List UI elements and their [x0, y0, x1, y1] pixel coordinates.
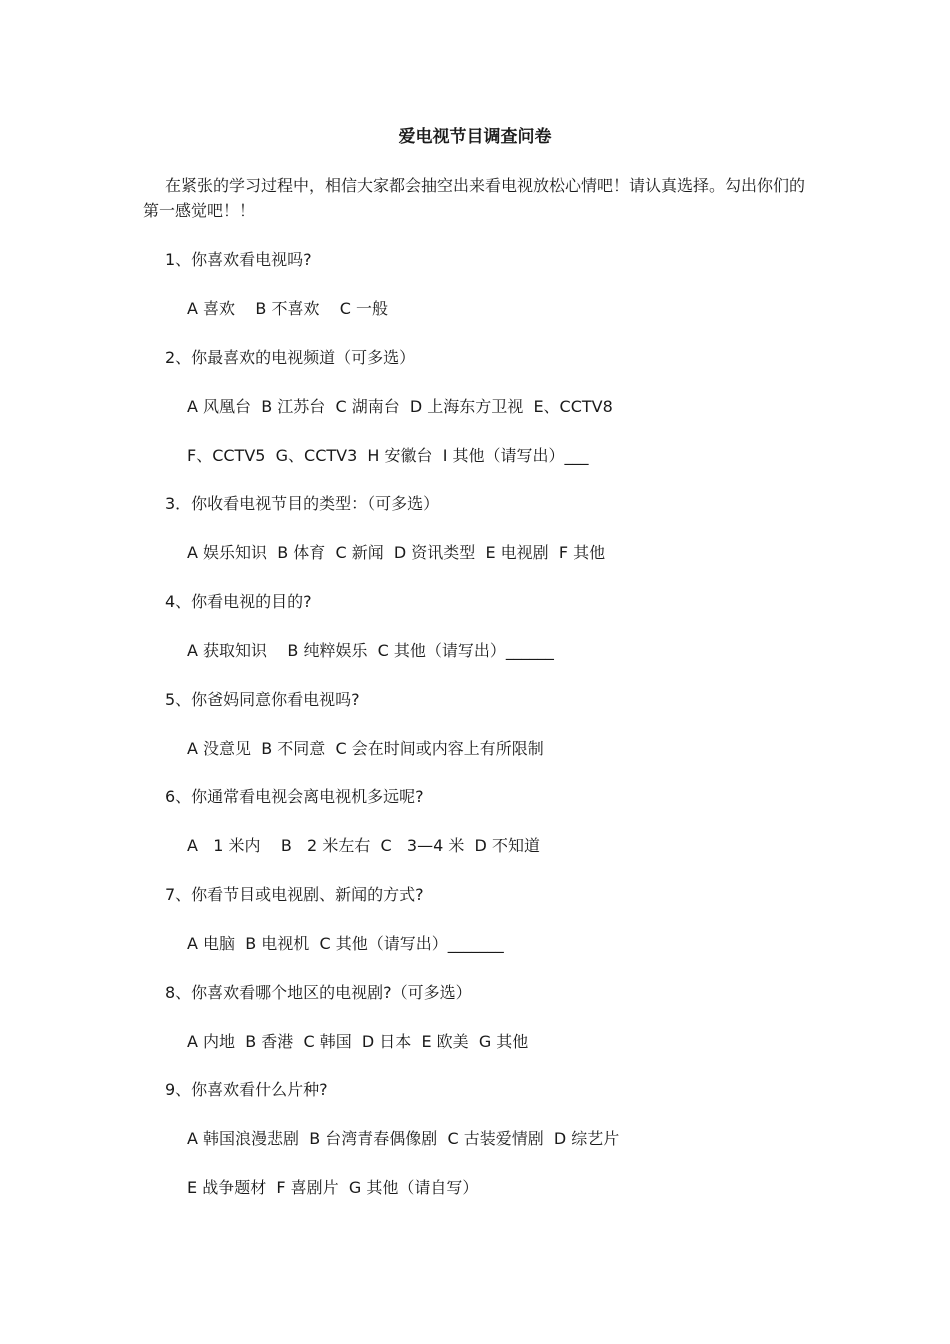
document-title: 爱电视节目调查问卷	[398, 127, 552, 147]
question-2-options-line-2: F、CCTV5 G、CCTV3 H 安徽台 I 其他（请写出）___	[187, 446, 589, 465]
intro-paragraph: 在紧张的学习过程中，相信大家都会抽空出来看电视放松心情吧！请认真选择。勾出你们的第一感觉吧！！	[143, 176, 806, 220]
question-2: 2、你最喜欢的电视频道（可多选）	[165, 348, 416, 367]
question-2-options-line-1: A 风凰台 B 江苏台 C 湖南台 D 上海东方卫视 E、CCTV8	[187, 397, 613, 416]
question-5-options: A 没意见 B 不同意 C 会在时间或内容上有所限制	[187, 739, 544, 758]
question-9: 9、你喜欢看什么片种?	[165, 1080, 328, 1099]
question-7: 7、你看节目或电视剧、新闻的方式?	[165, 885, 424, 904]
question-6-options: A 1 米内 B 2 米左右 C 3—4 米 D 不知道	[187, 836, 540, 855]
question-3: 3．你收看电视节目的类型：（可多选）	[165, 494, 440, 513]
question-9-options-line-2: E 战争题材 F 喜剧片 G 其他（请自写）	[187, 1178, 479, 1197]
question-4-options: A 获取知识 B 纯粹娱乐 C 其他（请写出）______	[187, 641, 554, 660]
question-7-options: A 电脑 B 电视机 C 其他（请写出）_______	[187, 934, 504, 953]
question-1: 1、你喜欢看电视吗?	[165, 250, 312, 269]
question-5: 5、你爸妈同意你看电视吗?	[165, 690, 360, 709]
question-8: 8、你喜欢看哪个地区的电视剧?（可多选）	[165, 983, 472, 1002]
question-9-options-line-1: A 韩国浪漫悲剧 B 台湾青春偶像剧 C 古装爱情剧 D 综艺片	[187, 1129, 620, 1148]
question-4: 4、你看电视的目的?	[165, 592, 312, 611]
question-8-options: A 内地 B 香港 C 韩国 D 日本 E 欧美 G 其他	[187, 1032, 529, 1051]
question-3-options: A 娱乐知识 B 体育 C 新闻 D 资讯类型 E 电视剧 F 其他	[187, 543, 606, 562]
question-6: 6、你通常看电视会离电视机多远呢?	[165, 787, 424, 806]
question-1-options: A 喜欢 B 不喜欢 C 一般	[187, 299, 389, 318]
